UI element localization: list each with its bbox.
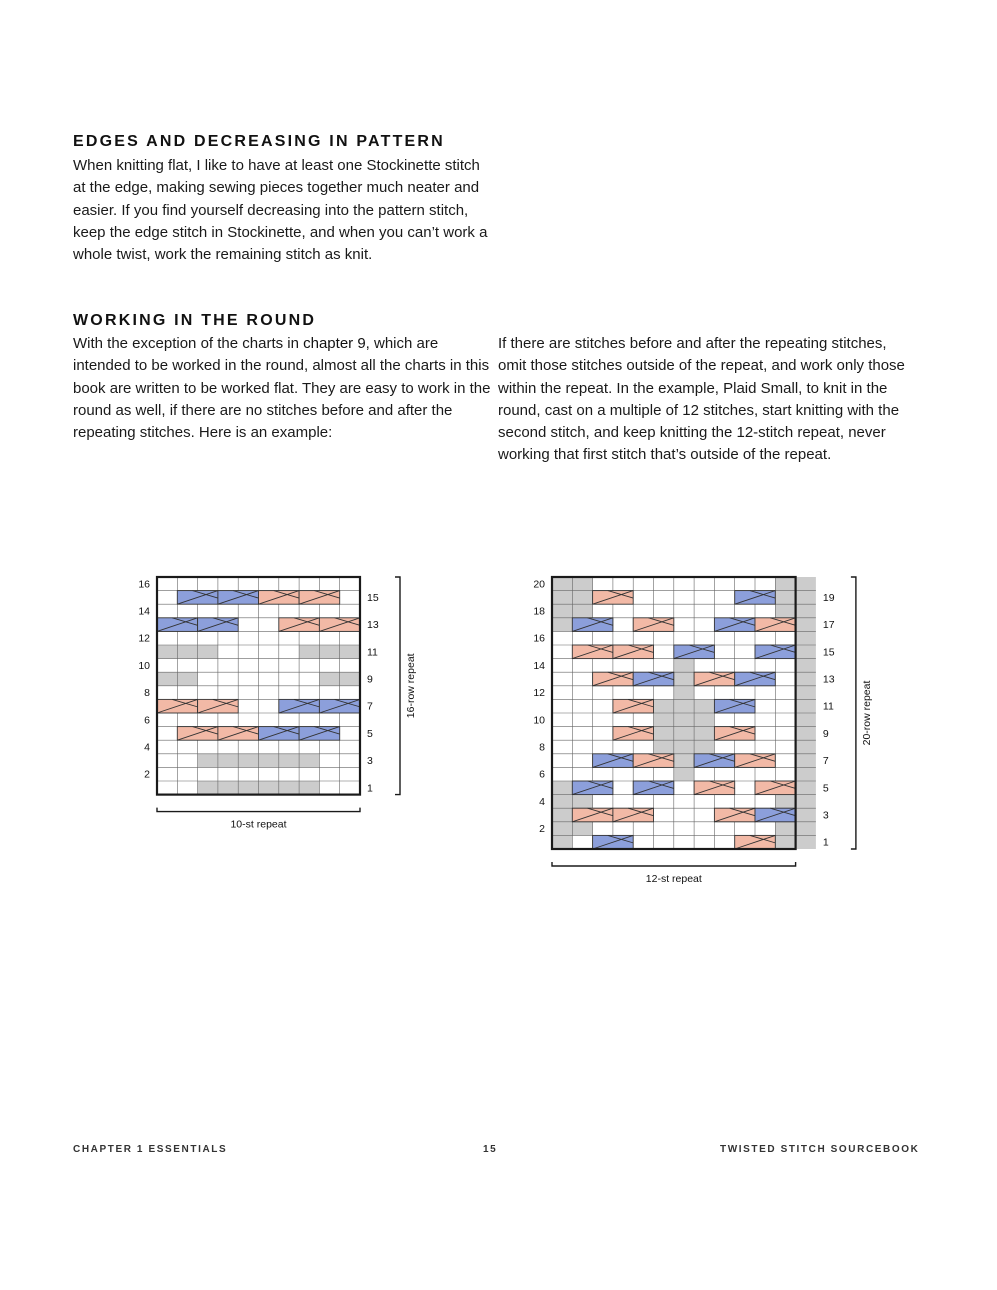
gray-cell: [198, 645, 218, 659]
gray-cell: [299, 781, 319, 795]
gray-cell: [796, 713, 816, 727]
gray-cell: [572, 591, 592, 605]
row-label: 7: [367, 700, 373, 713]
row-label: 18: [533, 605, 545, 618]
gray-cell: [674, 659, 694, 673]
row-label: 10: [138, 659, 150, 672]
gray-cell: [796, 591, 816, 605]
row-label: 19: [822, 591, 835, 604]
gray-cell: [775, 577, 795, 591]
gray-cell: [674, 713, 694, 727]
gray-cell: [796, 577, 816, 591]
row-label: 14: [533, 659, 545, 672]
paragraph-round-right: If there are stitches before and after the repeating stitches, omit those stitches outside of the repeat, and work only those within the repeat. In the example, Plaid Small, to knit in the round, cast on a multiple of 12 stitches, start knitting with the second stitch, and keep knitting the 12-stitch repeat, never working that first stitch that’s outside of the repeat.: [498, 335, 905, 464]
gray-cell: [796, 727, 816, 741]
gray-cell: [796, 618, 816, 632]
gray-cell: [694, 727, 714, 741]
gray-cell: [796, 808, 816, 822]
row-label: 3: [367, 755, 373, 768]
gray-cell: [177, 672, 197, 686]
stitch-repeat-bracket: [552, 862, 796, 866]
row-label: 2: [539, 823, 545, 836]
gray-cell: [674, 754, 694, 768]
gray-cell: [552, 822, 572, 836]
gray-cell: [674, 686, 694, 700]
gray-cell: [796, 795, 816, 809]
gray-cell: [319, 645, 339, 659]
gray-cell: [796, 645, 816, 659]
gray-cell: [552, 808, 572, 822]
gray-cell: [177, 645, 197, 659]
footer-chapter: CHAPTER 1 ESSENTIALS: [73, 1144, 228, 1155]
gray-cell: [654, 699, 674, 713]
gray-cell: [775, 822, 795, 836]
row-label: 8: [539, 741, 545, 754]
row-label: 4: [144, 741, 150, 754]
row-label: 13: [822, 673, 835, 686]
footer-book-title: TWISTED STITCH SOURCEBOOK: [720, 1144, 920, 1155]
gray-cell: [259, 754, 279, 768]
gray-cell: [796, 767, 816, 781]
paragraph-round-left: [73, 333, 493, 444]
gray-cell: [259, 781, 279, 795]
row-label: 20: [533, 578, 545, 591]
gray-cell: [775, 604, 795, 618]
row-repeat-bracket: [395, 577, 400, 795]
gray-cell: [198, 754, 218, 768]
gray-cell: [552, 618, 572, 632]
gray-cell: [674, 727, 694, 741]
gray-cell: [674, 699, 694, 713]
gray-cell: [572, 604, 592, 618]
row-label: 5: [822, 782, 829, 795]
paragraph-edges: When knitting flat, I like to have at least one Stockinette stitch at the edge, making sewing pieces together much neater and easier. If you find yourself decreasing into the pattern stitch, keep the edge stitch in Stockinette, and when you can’t work a whole twist, work the remaining stitch as knit.: [73, 157, 488, 264]
gray-cell: [552, 604, 572, 618]
chart-plaid-small: [515, 560, 895, 900]
chapter-9-link[interactable]: chapter 9: [303, 335, 366, 352]
row-label: 12: [533, 687, 545, 700]
gray-cell: [299, 645, 319, 659]
row-label: 3: [822, 809, 829, 822]
gray-cell: [238, 754, 258, 768]
stitch-repeat-bracket: [157, 808, 360, 812]
gray-cell: [796, 604, 816, 618]
row-label: 11: [822, 700, 834, 713]
gray-cell: [218, 781, 238, 795]
gray-cell: [775, 795, 795, 809]
row-label: 15: [367, 591, 379, 604]
row-label: 1: [822, 836, 829, 849]
gray-cell: [340, 672, 360, 686]
gray-cell: [218, 754, 238, 768]
stitch-repeat-label: 10-st repeat: [230, 818, 287, 831]
row-label: 8: [144, 687, 150, 700]
row-repeat-label: 16-row repeat: [405, 653, 417, 719]
gray-cell: [279, 781, 299, 795]
row-label: 5: [367, 727, 373, 740]
row-label: 9: [367, 673, 373, 686]
gray-cell: [796, 835, 816, 849]
gray-cell: [340, 645, 360, 659]
gray-cell: [796, 631, 816, 645]
gray-cell: [775, 835, 795, 849]
gray-cell: [674, 740, 694, 754]
row-label: 15: [822, 646, 835, 659]
gray-cell: [552, 781, 572, 795]
gray-cell: [279, 754, 299, 768]
gray-cell: [775, 591, 795, 605]
paragraph-text: , which are intended to be worked in the round, almost all the charts in this book are written to be worked flat. They are easy to work in the round as well, if there are no stitches before and after the repeating stitches. Here is an example:: [73, 335, 491, 442]
gray-cell: [654, 713, 674, 727]
row-repeat-label: 20-row repeat: [860, 680, 873, 746]
gray-cell: [694, 713, 714, 727]
gray-cell: [572, 822, 592, 836]
row-label: 12: [138, 632, 150, 645]
footer-page-number: 15: [483, 1144, 498, 1155]
gray-cell: [694, 740, 714, 754]
gray-cell: [796, 754, 816, 768]
row-label: 2: [144, 768, 150, 781]
section-heading-round: WORKING IN THE ROUND: [73, 312, 317, 329]
gray-cell: [299, 754, 319, 768]
row-label: 4: [539, 795, 545, 808]
gray-cell: [552, 577, 572, 591]
gray-cell: [796, 699, 816, 713]
gray-cell: [157, 645, 177, 659]
row-label: 9: [822, 727, 829, 740]
gray-cell: [796, 672, 816, 686]
gray-cell: [796, 781, 816, 795]
gray-cell: [572, 795, 592, 809]
paragraph-text: With the exception of the charts in: [73, 335, 304, 352]
row-label: 16: [533, 632, 545, 645]
gray-cell: [238, 781, 258, 795]
gray-cell: [319, 672, 339, 686]
row-label: 16: [138, 578, 150, 591]
gray-cell: [694, 699, 714, 713]
gray-cell: [552, 795, 572, 809]
gray-cell: [796, 740, 816, 754]
gray-cell: [674, 672, 694, 686]
gray-cell: [654, 740, 674, 754]
chart-10-st-repeat: [120, 560, 440, 850]
row-label: 17: [822, 619, 835, 632]
gray-cell: [654, 727, 674, 741]
row-label: 11: [367, 646, 378, 659]
gray-cell: [796, 822, 816, 836]
row-label: 13: [367, 619, 379, 632]
gray-cell: [796, 659, 816, 673]
row-repeat-bracket: [851, 577, 856, 849]
section-heading-edges: EDGES AND DECREASING IN PATTERN: [73, 133, 445, 150]
row-label: 1: [367, 782, 373, 795]
gray-cell: [552, 591, 572, 605]
gray-cell: [796, 686, 816, 700]
row-label: 6: [144, 714, 150, 727]
row-label: 10: [533, 714, 545, 727]
gray-cell: [157, 672, 177, 686]
gray-cell: [552, 835, 572, 849]
stitch-repeat-label: 12-st repeat: [645, 873, 702, 885]
gray-cell: [674, 767, 694, 781]
row-label: 7: [822, 755, 829, 768]
gray-cell: [572, 577, 592, 591]
gray-cell: [198, 781, 218, 795]
row-label: 6: [539, 768, 545, 781]
row-label: 14: [138, 605, 150, 618]
